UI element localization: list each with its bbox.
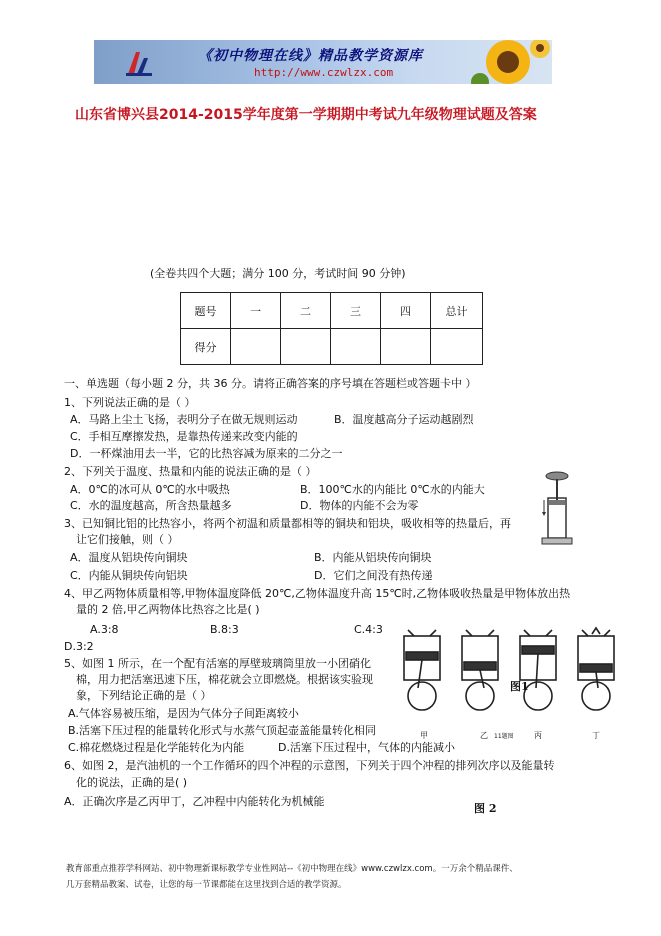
score-cell[interactable] <box>281 329 331 365</box>
score-table <box>180 292 483 365</box>
question-stem: 5、如图 1 所示，在一个配有活塞的厚壁玻璃筒里放一小团硝化 <box>64 657 371 670</box>
section-heading: 一、单选题（每小题 2 分，共 36 分。请将正确答案的序号填在答题栏或答题卡中 ） <box>64 377 477 390</box>
score-cell[interactable] <box>381 329 431 365</box>
question-stem-continued: 象，下列结论正确的是（ ） <box>76 689 212 702</box>
table-row <box>181 293 483 329</box>
figure-2-label: 图 2 <box>474 802 497 815</box>
option-b: B．内能从铝块传向铜块 <box>314 551 432 564</box>
question-stem-continued: 量的 2 倍,甲乙两物体比热容之比是( ) <box>76 603 260 616</box>
option-c: C.棉花燃烧过程是化学能转化为内能 <box>68 741 245 754</box>
option-a: A.气体容易被压缩，是因为气体分子间距离较小 <box>68 707 299 720</box>
option-c: C．手相互摩擦发热，是靠热传递来改变内能的 <box>70 430 298 443</box>
site-logo-icon <box>124 48 154 78</box>
question-stem: 6、如图 2，是汽油机的一个工作循环的四个冲程的示意图，下列关于四个冲程的排列次序以及能量转 <box>64 759 555 772</box>
header-banner <box>94 40 552 84</box>
option-d: D．物体的内能不会为零 <box>300 499 419 512</box>
footer-line-1: 教育部重点推荐学科网站、初中物理新课标教学专业性网站--《初中物理在线》www.czwlzx.com。一万余个精品课件、 <box>66 864 518 874</box>
option-c: C．内能从铜块传向铝块 <box>70 569 188 582</box>
option-a: A．温度从铝块传向铜块 <box>70 551 188 564</box>
engine-label-ding: 丁 <box>592 731 600 740</box>
sunflower-icon <box>460 40 550 84</box>
option-b: B．温度越高分子运动越剧烈 <box>334 413 474 426</box>
figure-1-label: 图1 <box>510 680 529 693</box>
engine-strokes-figure <box>398 626 628 744</box>
score-cell[interactable] <box>231 329 281 365</box>
table-header-cell: 四 <box>381 293 431 329</box>
option-b: B.活塞下压过程的能量转化形式与水蒸气顶起壶盖能量转化相同 <box>68 724 377 737</box>
engine-figure-note: 11题图 <box>494 733 514 740</box>
banner-title: 《初中物理在线》精品教学资源库 <box>198 48 423 64</box>
table-header-cell: 总计 <box>431 293 483 329</box>
option-a: A.3:8 <box>90 623 119 636</box>
table-header-cell: 题号 <box>181 293 231 329</box>
exam-info: (全卷共四个大题；满分 100 分，考试时间 90 分钟) <box>150 267 406 280</box>
question-stem-continued: 让它们接触，则（ ） <box>76 533 179 546</box>
option-a: A．0℃的冰可从 0℃的水中吸热 <box>70 483 230 496</box>
option-c: C．水的温度越高，所含热量越多 <box>70 499 232 512</box>
question-stem: 3、已知铜比铝的比热容小，将两个初温和质量都相等的铜块和铝块，吸收相等的热量后，再 <box>64 517 511 530</box>
table-row <box>181 329 483 365</box>
piston-cylinder-figure <box>540 470 574 550</box>
option-b: B.8:3 <box>210 623 239 636</box>
score-cell[interactable] <box>331 329 381 365</box>
table-header-cell: 一 <box>231 293 281 329</box>
question-stem: 2、下列关于温度、热量和内能的说法正确的是（ ） <box>64 465 317 478</box>
option-a: A．正确次序是乙丙甲丁，乙冲程中内能转化为机械能 <box>64 795 325 808</box>
engine-label-yi: 乙 <box>480 731 488 740</box>
score-cell[interactable] <box>431 329 483 365</box>
engine-strokes-icon <box>398 626 628 726</box>
banner-url[interactable]: http://www.czwlzx.com <box>254 66 394 79</box>
option-d: D.3:2 <box>64 640 94 653</box>
question-stem-continued: 化的说法，正确的是( ) <box>76 776 188 789</box>
option-b: B．100℃水的内能比 0℃水的内能大 <box>300 483 485 496</box>
table-header-cell: 二 <box>281 293 331 329</box>
option-d: D．它们之间没有热传递 <box>314 569 433 582</box>
footer-line-2: 几万套精品教案、试卷，让您的每一节课都能在这里找到合适的教学资源。 <box>66 880 347 890</box>
option-d: D．一杯煤油用去一半，它的比热容减为原来的二分之一 <box>70 447 343 460</box>
table-header-cell: 三 <box>331 293 381 329</box>
option-c: C.4:3 <box>354 623 383 636</box>
table-row-label: 得分 <box>181 329 231 365</box>
option-d: D.活塞下压过程中，气体的内能减小 <box>278 741 455 754</box>
engine-label-bing: 丙 <box>534 731 542 740</box>
document-title: 山东省博兴县2014-2015学年度第一学期期中考试九年级物理试题及答案 <box>75 107 537 123</box>
option-a: A．马路上尘土飞扬，表明分子在做无规则运动 <box>70 413 298 426</box>
question-stem: 1、下列说法正确的是（ ） <box>64 396 196 409</box>
question-stem: 4、甲乙两物体质量相等,甲物体温度降低 20℃,乙物体温度升高 15℃时,乙物体吸收热量是甲物体放出热 <box>64 587 571 600</box>
engine-label-jia: 甲 <box>420 731 428 740</box>
question-stem-continued: 棉，用力把活塞迅速下压，棉花就会立即燃烧。根据该实验现 <box>76 673 373 686</box>
